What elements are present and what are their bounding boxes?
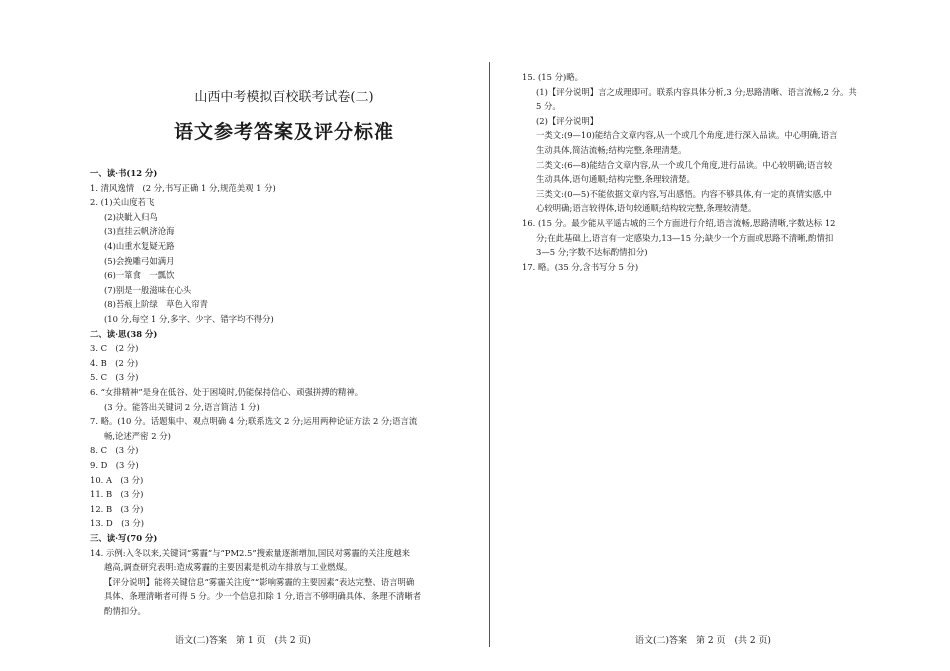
answer-line: 4. B (2 分) [90, 357, 139, 368]
section-heading: 一、读·书(12 分) [90, 168, 158, 178]
answer-line: 2. (1)关山度若飞 [90, 197, 155, 208]
answer-line: 12. B (3 分) [90, 503, 144, 514]
column-divider [489, 62, 490, 647]
answer-line: (6)一箪食 一瓢饮 [104, 270, 175, 281]
answer-line: 酌情扣分。 [104, 606, 146, 616]
answer-line: 【评分说明】能将关键信息“雾霾关注度”“影响雾霾的主要因素”表达完整、语言明确 [104, 576, 415, 587]
answer-line: 1. 清风逸情 (2 分,书写正确 1 分,规范美观 1 分) [90, 182, 276, 193]
answer-line: (7)别是一般滋味在心头 [104, 284, 192, 295]
exam-subtitle: 山西中考模拟百校联考试卷(二) [194, 90, 374, 105]
answer-line: (2)【评分说明】 [536, 115, 599, 126]
answer-line: 3—5 分;字数不达标酌情扣分) [536, 247, 648, 258]
answer-line: 7. 略。(10 分。话题集中、观点明确 4 分;联系选文 2 分;运用两种论证方法 2 分;语言流 [90, 416, 418, 427]
answer-line: 5 分。 [536, 101, 561, 112]
answer-line: 畅,论述严密 2 分) [104, 430, 171, 441]
answer-line: (2)决眦入归鸟 [104, 211, 158, 222]
answer-line: 三类文:(0—5)不能依据文章内容,写出感悟。内容不够具体,有一定的真情实感,中 [536, 188, 832, 199]
answer-line: 14. 示例:入冬以来,关键词“雾霾”与“PM2.5”搜索量逐渐增加,国民对雾霾的关注度越来 [90, 547, 411, 558]
answer-line: 5. C (3 分) [90, 372, 139, 383]
answer-line: 生动具体,简洁流畅;结构完整,条理清楚。 [536, 145, 687, 155]
answer-line: (3 分。能答出关键词 2 分,语言简洁 1 分) [104, 401, 260, 412]
answer-line: (4)山重水复疑无路 [104, 241, 175, 251]
answer-line: 心较明确;语言较得体,语句较通顺;结构较完整,条理较清楚。 [536, 203, 757, 214]
section-heading: 三、读·写(70 分) [90, 533, 158, 543]
answer-line: 10. A (3 分) [90, 474, 144, 485]
page-title: 语文参考答案及评分标准 [173, 121, 394, 143]
answer-line: (3)直挂云帆济沧海 [104, 226, 175, 237]
answer-line: (8)苔痕上阶绿 草色入帘青 [104, 299, 208, 310]
section-heading: 二、读·思(38 分) [90, 328, 158, 339]
answer-line: 6. “女排精神”是身在低谷、处于困境时,仍能保持信心、顽强拼搏的精神。 [90, 387, 364, 397]
answer-line: 分;在此基础上,语言有一定感染力,13—15 分;缺少一个方面或思路不清晰,酌情扣 [536, 232, 834, 243]
answer-line: 11. B (3 分) [90, 489, 144, 500]
answer-line: 17. 略。(35 分,含书写分 5 分) [522, 261, 639, 272]
answer-line: (5)会挽雕弓如满月 [104, 255, 175, 266]
answer-line: 13. D (3 分) [90, 518, 144, 529]
answer-line: 16. (15 分。最少能从平遥古城的三个方面进行介绍,语言流畅,思路清晰,字数达标 12 [522, 218, 836, 228]
answer-line: 二类文:(6—8)能结合文章内容,从一个或几个角度,进行品读。中心较明确;语言较 [536, 159, 833, 170]
page-footer-left: 语文(二)答案 第 1 页 (共 2 页) [175, 636, 311, 646]
answer-line: 生动具体,语句通顺;结构完整,条理较清楚。 [536, 174, 695, 185]
page-footer-right: 语文(二)答案 第 2 页 (共 2 页) [635, 636, 771, 646]
answer-line: 8. C (3 分) [90, 445, 139, 456]
answer-line: 9. D (3 分) [90, 460, 139, 470]
answer-line: (10 分,每空 1 分,多字、少字、错字均不得分) [104, 314, 274, 324]
answer-line: (1)【评分说明】言之成理即可。联系内容具体分析,3 分;思路清晰、语言流畅,2 分。共 [536, 86, 857, 97]
answer-line: 15. (15 分)略。 [522, 72, 583, 82]
answer-line: 越高,调查研究表明:造成雾霾的主要因素是机动车排放与工业燃煤。 [104, 562, 353, 573]
answer-line: 具体、条理清晰者可得 5 分。少一个信息扣除 1 分,语言不够明确具体、条理不清晰者 [104, 591, 422, 602]
answer-line: 一类文:(9—10)能结合文章内容,从一个或几个角度,进行深入品读。中心明确,语言 [536, 130, 838, 141]
answer-line: 3. C (2 分) [90, 343, 139, 354]
